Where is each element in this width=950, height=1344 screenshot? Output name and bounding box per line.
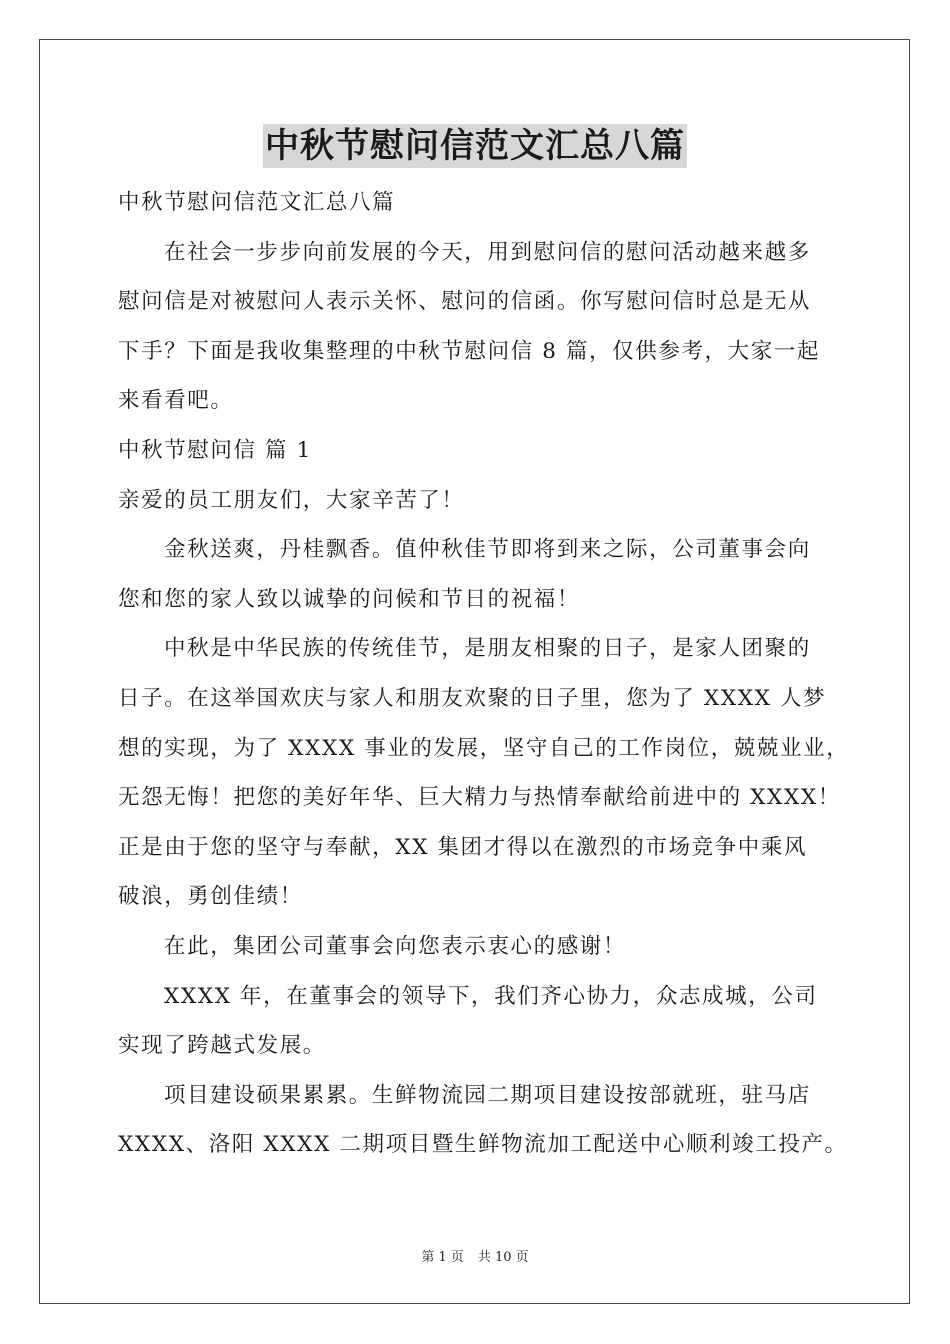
text-line: 金秋送爽，丹桂飘香。值仲秋佳节即将到来之际，公司董事会向 xyxy=(164,537,811,563)
text-line: 您和您的家人致以诚挚的问候和节日的祝福！ xyxy=(118,586,581,612)
page-total: 共 10 页 xyxy=(477,1250,529,1265)
text-line: 在此，集团公司董事会向您表示衷心的感谢！ xyxy=(164,933,627,959)
paragraph-lines xyxy=(118,228,850,1170)
text-line: 慰问信是对被慰问人表示关怀、慰问的信函。你写慰问信时总是无从 xyxy=(118,289,812,315)
subtitle: 中秋节慰问信范文汇总八篇 xyxy=(118,190,396,215)
text-line: 项目建设硕果累累。生鲜物流园二期项目建设按部就班，驻马店 xyxy=(164,1082,811,1108)
page-footer xyxy=(0,1246,950,1265)
text-line: 破浪，勇创佳绩！ xyxy=(118,884,303,910)
text-line: 中秋节慰问信 篇 1 xyxy=(118,437,312,463)
document-title: 中秋节慰问信范文汇总八篇 xyxy=(265,126,685,166)
text-line: 下手？下面是我收集整理的中秋节慰问信 8 篇，仅供参考，大家一起 xyxy=(118,338,821,364)
document-body xyxy=(118,178,850,1170)
text-line: 无怨无悔！把您的美好年华、巨大精力与热情奉献给前进中的 XXXX！ xyxy=(118,785,841,811)
text-line: 来看看吧。 xyxy=(118,388,234,414)
text-line: 亲爱的员工朋友们，大家辛苦了！ xyxy=(118,487,465,513)
text-line: 实现了跨越式发展。 xyxy=(118,1033,326,1059)
text-line: 想的实现，为了 XXXX 事业的发展，坚守自己的工作岗位，兢兢业业， xyxy=(118,735,850,761)
text-line: 日子。在这举国欢庆与家人和朋友欢聚的日子里，您为了 XXXX 人梦 xyxy=(118,685,827,711)
title-container xyxy=(0,124,950,168)
text-line: XXXX、洛阳 XXXX 二期项目暨生鲜物流加工配送中心顺利竣工投产。 xyxy=(118,1132,848,1158)
text-line: 中秋是中华民族的传统佳节，是朋友相聚的日子，是家人团聚的 xyxy=(164,636,811,662)
text-line: XXXX 年，在董事会的领导下，我们齐心协力，众志成城，公司 xyxy=(164,983,818,1009)
text-line: 在社会一步步向前发展的今天，用到慰问信的慰问活动越来越多 xyxy=(164,239,811,265)
page-number: 第 1 页 xyxy=(421,1250,464,1265)
text-line: 正是由于您的坚守与奉献，XX 集团才得以在激烈的市场竞争中乘风 xyxy=(118,834,808,860)
